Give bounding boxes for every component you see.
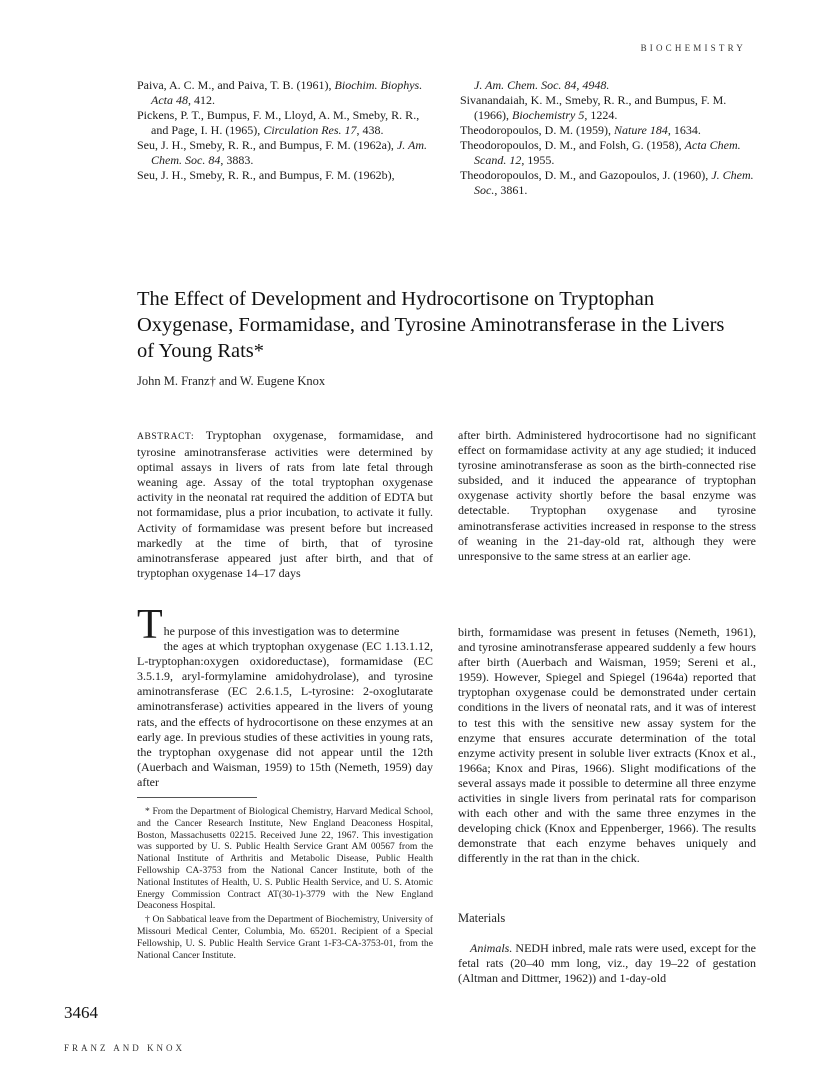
article-title: The Effect of Development and Hydrocortisone on Tryptophan Oxygenase, Formamidase, and Tyrosine Aminotransferase in the Livers of Young Rats* — [137, 288, 725, 362]
abstract-left-column — [137, 428, 433, 581]
reference-item: Seu, J. H., Smeby, R. R., and Bumpus, F. M. (1962a), J. Am. Chem. Soc. 84, 3883. — [137, 138, 428, 167]
body-paragraph: the ages at which tryptophan oxygenase (EC 1.13.1.12, L-tryptophan:oxygen oxidoreductase), formamidase (EC 3.5.1.9, aryl-formylamine amidohydrolase), and tyrosine aminotransferase (EC 2.6.1.5, L-tyrosine: 2-oxoglutarate aminotransferase) activities appeared in the livers of young rats, and the effects of hydrocortisone on these enzymes at an early age. In previous studies of these activities in young rats, the tryptophan oxygenase did not appear until the 12th (Auerbach and Waisman, 1959) to 15th (Nemeth, 1959) day after — [137, 639, 433, 789]
running-footer: FRANZ AND KNOX — [64, 1043, 186, 1053]
reference-item: Theodoropoulos, D. M. (1959), Nature 184, 1634. — [460, 123, 701, 137]
abstract-text: Tryptophan oxygenase, formamidase, and tyrosine aminotransferase activities were determined by optimal assays in livers of rats from late fetal through weaning age. Assay of the total tryptophan oxygenase activity in the neonatal rat required the addition of EDTA but not formamidase, plus a prior incubation, to activate it fully. Activity of formamidase was present before but increased markedly at the time of birth, that of tyrosine aminotransferase appeared just after birth, and that of tryptophan oxygenase 14–17 days — [137, 428, 433, 580]
reference-item: Sivanandaiah, K. M., Smeby, R. R., and Bumpus, F. M. (1966), Biochemistry 5, 1224. — [460, 93, 727, 122]
footnote-author-note: † On Sabbatical leave from the Department of Biochemistry, University of Missouri Medical Center, Columbia, Mo. 65201. Recipient of a Special Fellowship, U. S. Public Health Service Grant 1-F3-CA-3753-01, from the National Cancer Institute. — [137, 914, 433, 961]
reference-item: Paiva, A. C. M., and Paiva, T. B. (1961), Biochim. Biophys. Acta 48, 412. — [137, 78, 423, 107]
abstract-label: ABSTRACT: — [137, 432, 195, 442]
footnote-divider — [137, 797, 257, 798]
reference-item: Theodoropoulos, D. M., and Gazopoulos, J. (1960), J. Chem. Soc., 3861. — [460, 168, 754, 197]
materials-paragraph: Animals. NEDH inbred, male rats were used, except for the fetal rats (20–40 mm long, viz., day 19–22 of gestation (Altman and Dittmer, 1962)) and 1-day-old — [458, 941, 756, 986]
body-right-column: birth, formamidase was present in fetuses (Nemeth, 1961), and tyrosine aminotransferase appeared suddenly a few hours after birth (Auerbach and Waisman, 1959; Sereni et al., 1959). However, Spiegel and Spiegel (1964a) reported that tryptophan oxygenase could be demonstrated under certain conditions in the livers of neonatal rats, and it was of interest to test this with the sensitive new assay system for the enzyme that ensures accurate determination of the total enzyme activity present in soluble liver extracts (Knox et al., 1966a; Knox and Piras, 1966). Slight modifications of the several assays made it possible to determine all three enzyme activities in single livers from perinatal rats for comparison with each other and with the same three enzymes in the developing chick (Knox and Eppenberger, 1966). The results demonstrate that each enzyme behaves uniquely and differently in the rat than in the chick. — [458, 625, 756, 866]
reference-item: Pickens, P. T., Bumpus, F. M., Lloyd, A. M., Smeby, R. R., and Page, I. H. (1965), Circulation Res. 17, 438. — [137, 108, 420, 137]
abstract-right-column: after birth. Administered hydrocortisone had no significant effect on formamidase activity at any age studied; it induced tyrosine aminotransferase as soon as the birth-connected rise subsided, and it induced the appearance of tryptophan oxygenase activity shortly before the basal enzyme was detectable. Tryptophan oxygenase and tyrosine aminotransferase activities increased in response to the stress of weaning in the 21-day-old rat, although they were unresponsive to the same stress at an earlier age. — [458, 428, 756, 563]
footnote-affiliation: * From the Department of Biological Chemistry, Harvard Medical School, and the Cancer Research Institute, New England Deaconess Hospital, Boston, Massachusetts 02215. Received June 22, 1967. This investigation was supported by U. S. Public Health Service Grant AM 00567 from the National Institute of Arthritis and Metabolic Disease, Public Health Fellowship CA-3753 from the National Cancer Institute, both of the National Institutes of Health, U. S. Public Health Service, and U. S. Atomic Energy Commission Contract AT(30-1)-3779 with the New England Deaconess Hospital. — [137, 806, 433, 912]
reference-item: Seu, J. H., Smeby, R. R., and Bumpus, F. M. (1962b), — [137, 168, 395, 182]
article-authors: John M. Franz† and W. Eugene Knox — [137, 374, 326, 388]
page-number: 3464 — [64, 1003, 98, 1022]
reference-continuation: J. Am. Chem. Soc. 84, 4948. — [474, 78, 610, 92]
drop-cap: T — [137, 602, 163, 648]
body-left-column — [137, 602, 433, 790]
running-head: BIOCHEMISTRY — [640, 43, 746, 53]
references-right-column — [460, 78, 756, 198]
reference-item: Theodoropoulos, D. M., and Folsh, G. (1958), Acta Chem. Scand. 12, 1955. — [460, 138, 741, 167]
body-first-line: he purpose of this investigation was to determine — [163, 624, 400, 638]
references-left-column — [137, 78, 437, 183]
section-heading-materials: Materials — [458, 911, 506, 925]
footnotes — [137, 806, 433, 963]
